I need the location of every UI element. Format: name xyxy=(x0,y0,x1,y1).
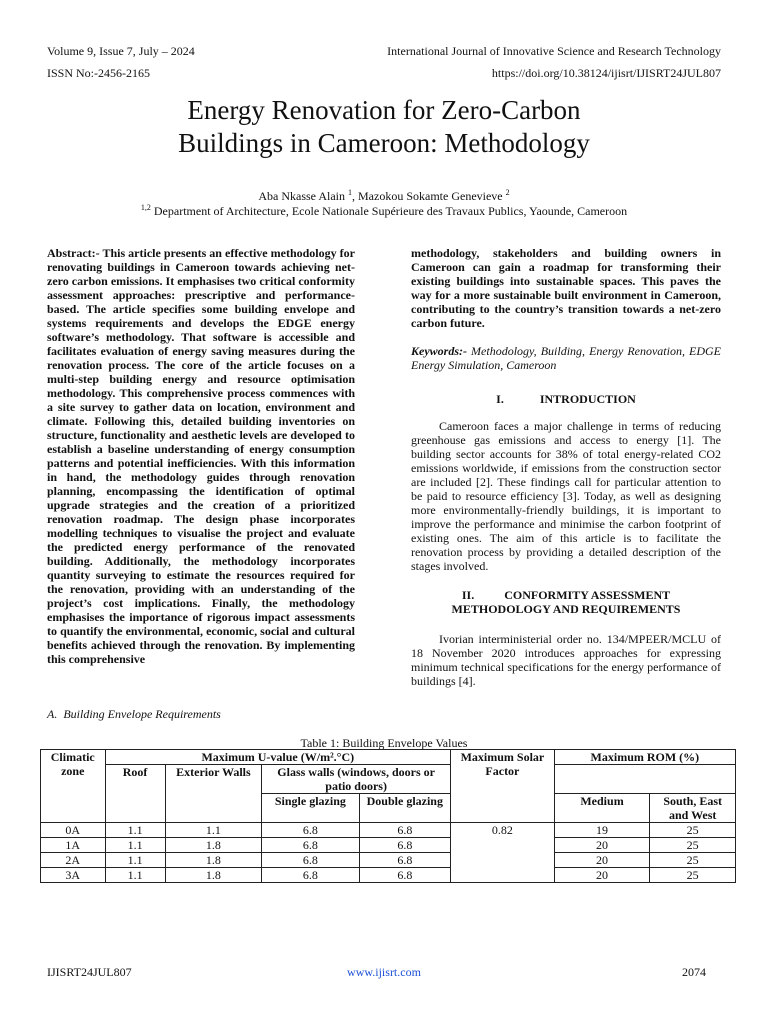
th-medium: Medium xyxy=(554,794,650,823)
header-doi: https://doi.org/10.38124/ijisrt/IJISRT24JUL807 xyxy=(491,66,721,80)
cell-single-glazing: 6.8 xyxy=(262,838,359,853)
footer-article-id: IJISRT24JUL807 xyxy=(47,965,132,979)
section-1-text: Cameroon faces a major challenge in terms of reducing greenhouse gas emissions and access to energy [1]. The building sector accounts for 38% of total energy-related CO2 emissions worldwide, if emissions from the construction sector are included [2]. These findings call for particular attention to be paid to resource efficiency [3]. Today, as well as designing more environmentally-friendly buildings, it is important to improve the performance and minimise the carbon footprint of existing ones. The aim of this article is to facilitate the renovation process by providing a detailed description of the stages involved. xyxy=(411,419,721,573)
author-1: Aba Nkasse Alain xyxy=(258,189,346,203)
cell-roof: 1.1 xyxy=(105,838,165,853)
right-column xyxy=(411,246,721,688)
abstract xyxy=(47,246,355,666)
cell-roof: 1.1 xyxy=(105,853,165,868)
th-u-value: Maximum U-value (W/m².°C) xyxy=(105,750,451,765)
cell-medium: 19 xyxy=(554,823,650,838)
cell-south-east-west: 25 xyxy=(650,823,736,838)
table-row xyxy=(41,823,736,838)
affil-sup: 1,2 xyxy=(140,203,151,212)
th-south-east-west: South, East and West xyxy=(650,794,736,823)
th-single-glazing: Single glazing xyxy=(262,794,359,823)
th-glass-walls: Glass walls (windows, doors or patio doors) xyxy=(262,765,451,794)
cell-exterior-walls: 1.8 xyxy=(165,838,262,853)
section-2-text: Ivorian interministerial order no. 134/MPEER/MCLU of 18 November 2020 introduces approaches for expressing minimum technical specifications for the energy performance of buildings [4]. xyxy=(411,632,721,688)
table-header-row-2 xyxy=(41,765,736,794)
table-header-row-1 xyxy=(41,750,736,765)
author-sep: , xyxy=(352,189,359,203)
header-volume: Volume 9, Issue 7, July – 2024 xyxy=(47,44,195,58)
cell-exterior-walls: 1.8 xyxy=(165,853,262,868)
title-line-2: Buildings in Cameroon: Methodology xyxy=(178,128,590,158)
footer-page-number: 2074 xyxy=(682,965,706,979)
header-journal: International Journal of Innovative Science and Research Technology xyxy=(387,44,721,58)
cell-zone: 1A xyxy=(41,838,106,853)
keywords xyxy=(411,344,721,372)
th-rom: Maximum ROM (%) xyxy=(554,750,735,765)
affiliation xyxy=(0,203,768,219)
title-line-1: Energy Renovation for Zero-Carbon xyxy=(187,95,581,125)
keywords-text: Methodology, Building, Energy Renovation, EDGE Energy Simulation, Cameroon xyxy=(411,344,721,372)
section-1-heading: I. INTRODUCTION xyxy=(496,392,636,406)
cell-zone: 2A xyxy=(41,853,106,868)
th-double-glazing: Double glazing xyxy=(359,794,451,823)
abstract-text-left: This article presents an effective methodology for renovating buildings in Cameroon towards achieving net-zero carbon emissions. It emphasises two critical conformity assessment approaches: prescriptive and performance-based. The article specifies some building envelope and systems requirements and develops the EDGE energy software’s methodology. That software is accessible and facilitates evaluation of energy saving measures during the renovation process. The core of the article focuses on a multi-step building energy and resource optimisation methodology. This comprehensive process commences with a site survey to gather data on location, environment and climate. Following this, detailed building inventories on structure, functionality and aesthetic levels are developed to establish a baseline understanding of energy consumption patterns and potential inefficiencies. With this information in hand, the methodology guides through renovation planning, encompassing the identification of optimal upgrade strategies and the creation of a prioritized renovation roadmap. The design phase incorporates modelling techniques to visualise the project and evaluate the predicted energy performance of the renovated building. Additionally, the methodology incorporates quantity surveying to estimate the resources required for the renovation, providing with an understanding of the project’s cost implications. Finally, the methodology emphasises the importance of rigorous impact assessments to quantify the environmental, economic, social and cultural benefits achieved through the renovation. By implementing this comprehensive xyxy=(47,246,355,666)
cell-south-east-west: 25 xyxy=(650,868,736,883)
affiliation-text: Department of Architecture, Ecole Nationale Supérieure des Travaux Publics, Yaounde, Cameroon xyxy=(153,204,628,218)
cell-single-glazing: 6.8 xyxy=(262,868,359,883)
th-climatic-zone: Climatic zone xyxy=(41,750,106,823)
cell-single-glazing: 6.8 xyxy=(262,853,359,868)
cell-double-glazing: 6.8 xyxy=(359,868,451,883)
abstract-label: Abstract:- xyxy=(47,246,100,260)
cell-exterior-walls: 1.1 xyxy=(165,823,262,838)
cell-single-glazing: 6.8 xyxy=(262,823,359,838)
header-issn: ISSN No:-2456-2165 xyxy=(47,66,151,80)
subsection-a-heading: A. Building Envelope Requirements xyxy=(47,707,221,721)
cell-medium: 20 xyxy=(554,838,650,853)
cell-south-east-west: 25 xyxy=(650,853,736,868)
abstract-continued: methodology, stakeholders and building owners in Cameroon can gain a roadmap for transforming their existing buildings into sustainable spaces. This paves the way for a more sustainable built environment in Cameroon, contributing to the country’s transition towards a net-zero carbon future. xyxy=(411,246,721,330)
table-row xyxy=(41,838,736,853)
th-roof: Roof xyxy=(105,765,165,823)
paper-title xyxy=(0,94,768,160)
cell-south-east-west: 25 xyxy=(650,838,736,853)
cell-medium: 20 xyxy=(554,868,650,883)
left-column xyxy=(47,246,355,666)
keywords-label: Keywords:- xyxy=(411,344,467,358)
building-envelope-table xyxy=(40,749,736,883)
cell-zone: 0A xyxy=(41,823,106,838)
th-exterior-walls: Exterior Walls xyxy=(165,765,262,823)
cell-zone: 3A xyxy=(41,868,106,883)
th-solar-factor: Maximum Solar Factor xyxy=(451,750,555,823)
authors xyxy=(0,188,768,204)
section-2-heading-line-2: METHODOLOGY AND REQUIREMENTS xyxy=(451,602,681,616)
cell-exterior-walls: 1.8 xyxy=(165,868,262,883)
cell-roof: 1.1 xyxy=(105,823,165,838)
th-rom-blank xyxy=(554,765,735,794)
cell-medium: 20 xyxy=(554,853,650,868)
author-2: Mazokou Sokamte Genevieve xyxy=(358,189,503,203)
cell-solar-factor: 0.82 xyxy=(451,823,555,883)
cell-double-glazing: 6.8 xyxy=(359,853,451,868)
table-row xyxy=(41,853,736,868)
footer-website-link[interactable]: www.ijisrt.com xyxy=(347,965,421,979)
author-2-sup: 2 xyxy=(505,188,510,197)
section-2-heading-line-1: II. CONFORMITY ASSESSMENT xyxy=(461,588,671,602)
cell-roof: 1.1 xyxy=(105,868,165,883)
table-caption: Table 1: Building Envelope Values xyxy=(300,736,468,750)
table-row xyxy=(41,868,736,883)
cell-double-glazing: 6.8 xyxy=(359,838,451,853)
author-1-sup: 1 xyxy=(348,188,353,197)
cell-double-glazing: 6.8 xyxy=(359,823,451,838)
